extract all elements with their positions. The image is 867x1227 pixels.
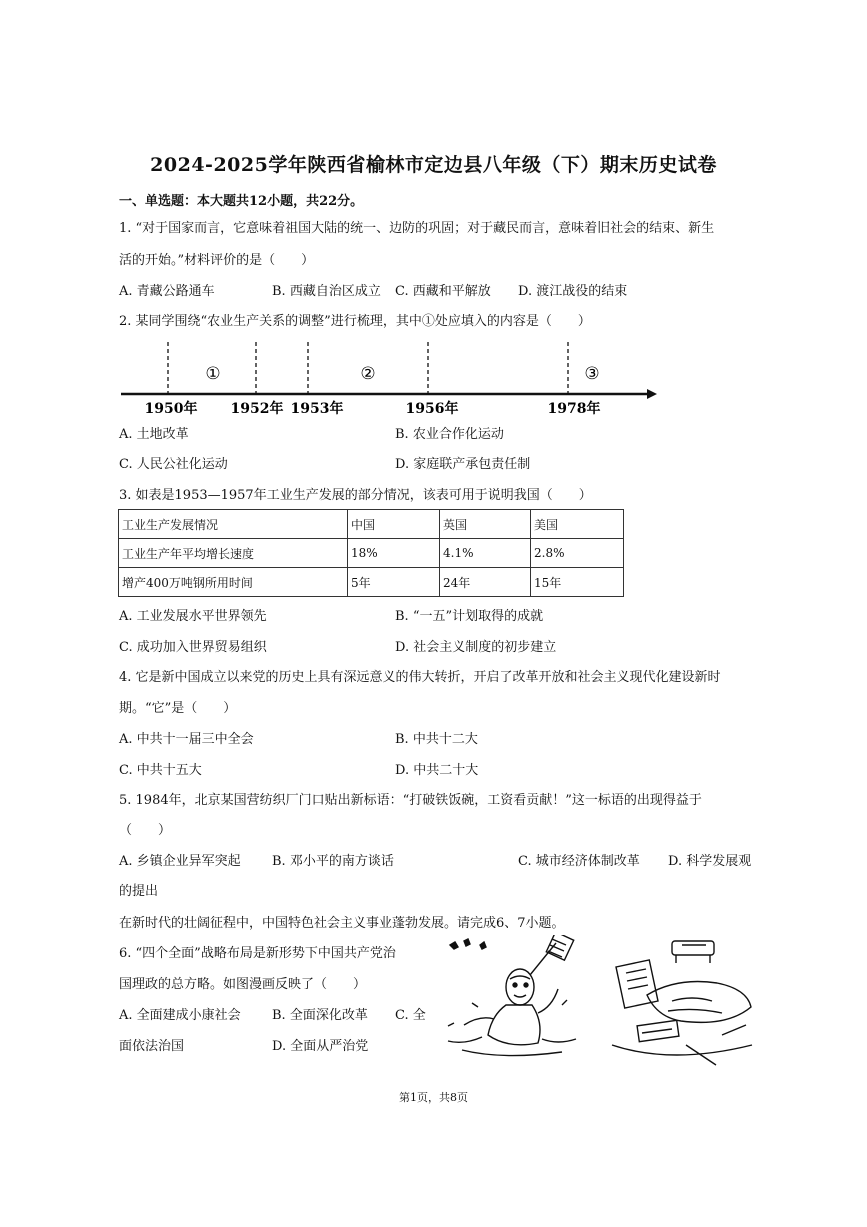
table-cell: 24年 — [440, 568, 531, 597]
q4-option-a: A. 中共十一届三中全会 — [119, 732, 254, 747]
table-cell: 5年 — [348, 568, 440, 597]
q3-option-a: A. 工业发展水平世界领先 — [119, 609, 267, 624]
timeline-mark-3: ③ — [584, 364, 600, 384]
timeline-figure — [119, 338, 659, 418]
q3-option-b: B. “一五”计划取得的成就 — [395, 609, 544, 624]
timeline-year-1953: 1953年 — [290, 401, 344, 417]
table-cell: 工业生产年平均增长速度 — [119, 539, 348, 568]
timeline-mark-1: ① — [205, 364, 221, 384]
timeline-year-1956: 1956年 — [405, 401, 459, 417]
q2-option-a: A. 土地改革 — [119, 427, 189, 442]
q1-stem-line1: 1. “对于国家而言，它意味着祖国大陆的统一、边防的巩固；对于藏民而言，意味着旧社会的结束、新生 — [119, 221, 715, 236]
q4-option-b: B. 中共十二大 — [395, 732, 478, 747]
cartoon-left-man — [448, 935, 576, 1056]
table-header-row — [119, 510, 624, 539]
table-row — [119, 539, 624, 568]
section-heading: 一、单选题：本大题共12小题，共22分。 — [119, 194, 364, 209]
table-cell: 增产400万吨钢所用时间 — [119, 568, 348, 597]
q3-option-c: C. 成功加入世界贸易组织 — [119, 640, 267, 655]
q5-option-b: B. 邓小平的南方谈话 — [272, 854, 394, 869]
q5-stem-line1: 5. 1984年，北京某国营纺织厂门口贴出新标语：“打破铁饭碗，工资看贡献！”这一标语的出现得益于 — [119, 793, 702, 808]
table-header-cell: 英国 — [440, 510, 531, 539]
q6-option-c: C. 全 — [395, 1008, 426, 1023]
q6-option-d: D. 全面从严治党 — [272, 1039, 369, 1054]
q2-option-b: B. 农业合作化运动 — [395, 427, 504, 442]
q3-option-d: D. 社会主义制度的初步建立 — [395, 640, 557, 655]
table-header-cell: 工业生产发展情况 — [119, 510, 348, 539]
q5-option-d-cont: 的提出 — [119, 884, 159, 899]
q5-stem-line2: （ ） — [119, 823, 172, 838]
timeline-arrow — [647, 389, 657, 399]
q4-option-d: D. 中共二十大 — [395, 763, 479, 778]
q2-option-c: C. 人民公社化运动 — [119, 457, 228, 472]
q1-option-c: C. 西藏和平解放 — [395, 284, 491, 299]
q1-option-a: A. 青藏公路通车 — [119, 284, 215, 299]
q1-stem-line2: 活的开始。”材料评价的是（ ） — [119, 253, 315, 268]
q1-option-d: D. 渡江战役的结束 — [518, 284, 628, 299]
timeline-year-1952: 1952年 — [230, 401, 284, 417]
table-header-cell: 中国 — [348, 510, 440, 539]
q1-option-b: B. 西藏自治区成立 — [272, 284, 381, 299]
q4-stem-line2: 期。“它”是（ ） — [119, 701, 237, 716]
q6-stem-line2: 国理政的总方略。如图漫画反映了（ ） — [119, 977, 367, 992]
q5-option-c: C. 城市经济体制改革 — [518, 854, 640, 869]
timeline-mark-2: ② — [360, 364, 376, 384]
q2-stem: 2. 某同学围绕“农业生产关系的调整”进行梳理，其中①处应填入的内容是（ ） — [119, 314, 591, 329]
table-cell: 18% — [348, 539, 440, 568]
cartoon-right-hand — [612, 941, 752, 1065]
table-cell: 4.1% — [440, 539, 531, 568]
q2-option-d: D. 家庭联产承包责任制 — [395, 457, 531, 472]
q6-stem-line1: 6. “四个全面”战略布局是新形势下中国共产党治 — [119, 946, 396, 961]
exam-title: 2024-2025学年陕西省榆林市定边县八年级（下）期末历史试卷 — [150, 154, 717, 176]
q6-option-c-cont: 面依法治国 — [119, 1039, 185, 1054]
q3-stem: 3. 如表是1953—1957年工业生产发展的部分情况，该表可用于说明我国（ ） — [119, 488, 592, 503]
q5-option-d: D. 科学发展观 — [668, 854, 752, 869]
q6-option-b: B. 全面深化改革 — [272, 1008, 368, 1023]
q6-7-intro: 在新时代的壮阔征程中，中国特色社会主义事业蓬勃发展。请完成6、7小题。 — [119, 916, 565, 931]
table-cell: 15年 — [531, 568, 624, 597]
table-cell: 2.8% — [531, 539, 624, 568]
timeline-year-1950: 1950年 — [144, 401, 198, 417]
q4-option-c: C. 中共十五大 — [119, 763, 202, 778]
cartoon-illustration — [442, 935, 760, 1067]
q6-option-a: A. 全面建成小康社会 — [119, 1008, 241, 1023]
timeline-year-1978: 1978年 — [547, 401, 601, 417]
industry-table — [118, 509, 624, 597]
q5-option-a: A. 乡镇企业异军突起 — [119, 854, 241, 869]
table-row — [119, 568, 624, 597]
table-header-cell: 美国 — [531, 510, 624, 539]
q4-stem-line1: 4. 它是新中国成立以来党的历史上具有深远意义的伟大转折，开启了改革开放和社会主义现代化建设新时 — [119, 670, 721, 685]
page-footer: 第1页，共8页 — [399, 1091, 468, 1104]
